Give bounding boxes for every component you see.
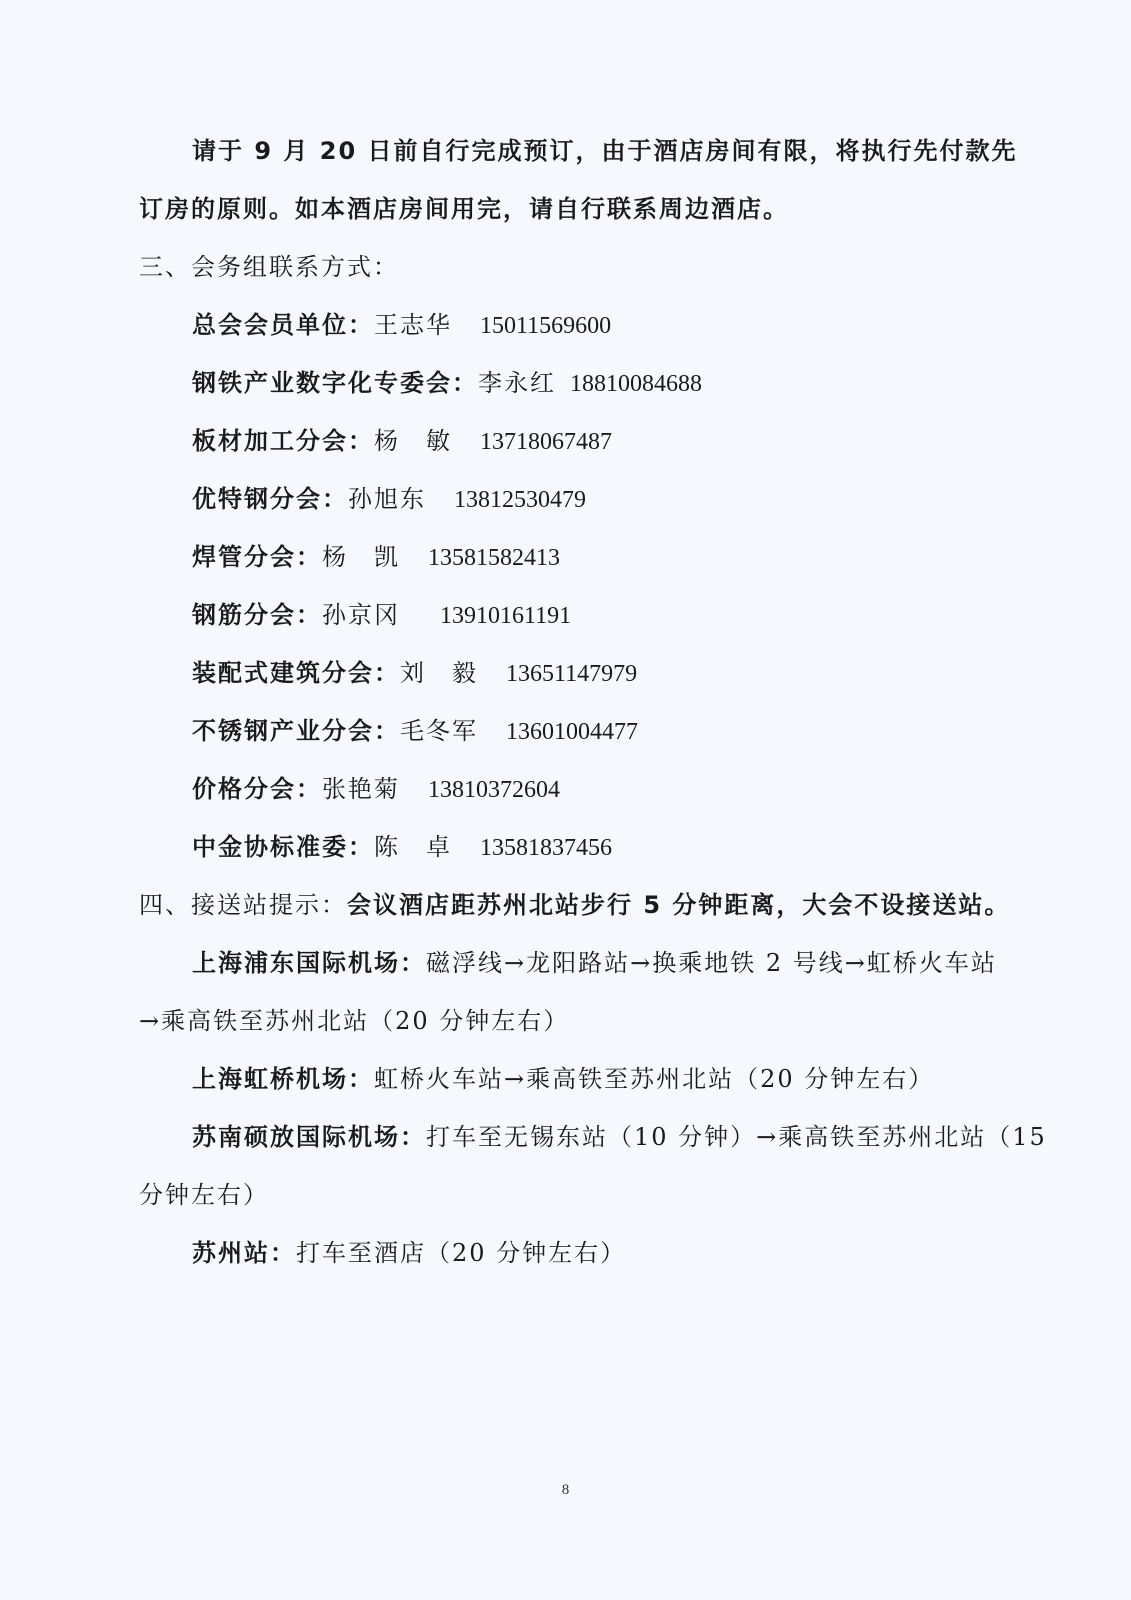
route-place: 上海虹桥机场： [192,1065,374,1093]
route-place: 苏州站： [192,1239,296,1267]
route-detail: 打车至无锡东站（10 分钟）→乘高铁至苏州北站（15 [426,1123,1047,1151]
contact-row [192,600,571,631]
route-hongqiao [192,1064,934,1094]
contact-unit: 优特钢分会： [192,485,348,513]
contact-phone: 13718067487 [480,429,612,455]
route-detail: 虹桥火车站→乘高铁至苏州北站（20 分钟左右） [374,1065,935,1093]
route-pudong [192,948,997,978]
route-detail: 磁浮线→龙阳路站→换乘地铁 2 号线→虹桥火车站 [426,949,997,977]
contact-name: 杨 敏 [374,427,452,455]
contact-phone: 13651147979 [506,661,638,687]
contact-name: 孙京冈 [322,601,400,629]
contact-name: 毛冬军 [400,717,478,745]
route-place: 苏南硕放国际机场： [192,1123,426,1151]
contact-phone: 13812530479 [454,487,586,513]
contact-name: 杨 凯 [322,543,400,571]
contact-unit: 装配式建筑分会： [192,659,400,687]
contact-phone: 18810084688 [570,371,702,397]
paragraph-booking-line2: 订房的原则。如本酒店房间用完，请自行联系周边酒店。 [139,195,789,223]
contact-row [192,310,611,341]
contact-row [192,484,586,515]
contact-phone: 13581837456 [480,835,612,861]
contact-unit: 焊管分会： [192,543,322,571]
route-place: 上海浦东国际机场： [192,949,426,977]
contact-row [192,368,702,399]
contact-phone: 13910161191 [440,603,572,629]
contact-row [192,542,560,573]
contact-row [192,658,637,689]
contact-unit: 中金协标准委： [192,833,374,861]
contact-unit: 板材加工分会： [192,427,374,455]
contact-phone: 13810372604 [428,777,560,803]
contact-phone: 13581582413 [428,545,560,571]
contact-unit: 不锈钢产业分会： [192,717,400,745]
transport-note: 会议酒店距苏州北站步行 5 分钟距离，大会不设接送站。 [347,891,1011,919]
section-heading-contacts: 三、会务组联系方式： [139,253,399,281]
contact-unit: 钢铁产业数字化专委会： [192,369,478,397]
contact-phone: 15011569600 [480,313,612,339]
contact-unit: 钢筋分会： [192,601,322,629]
section-heading-transport [139,890,1010,920]
transport-heading: 四、接送站提示： [139,891,347,919]
contact-name: 李永红 [478,369,556,397]
contact-row [192,832,612,863]
route-suzhou [192,1238,626,1268]
route-detail: 打车至酒店（20 分钟左右） [296,1239,627,1267]
contact-unit: 总会会员单位： [192,311,374,339]
route-shuofang-continued: 分钟左右） [139,1181,269,1209]
contact-name: 张艳菊 [322,775,400,803]
contact-name: 陈 卓 [374,833,452,861]
route-shuofang [192,1122,1047,1152]
contact-name: 孙旭东 [348,485,426,513]
contact-row [192,716,638,747]
contact-unit: 价格分会： [192,775,322,803]
page-number: 8 [561,1482,570,1498]
contact-name: 刘 毅 [400,659,478,687]
paragraph-booking-line1: 请于 9 月 20 日前自行完成预订，由于酒店房间有限，将执行先付款先 [192,137,1018,165]
contact-name: 王志华 [374,311,452,339]
contact-phone: 13601004477 [506,719,638,745]
contact-row [192,774,560,805]
route-pudong-continued: →乘高铁至苏州北站（20 分钟左右） [139,1007,570,1035]
contact-row [192,426,612,457]
